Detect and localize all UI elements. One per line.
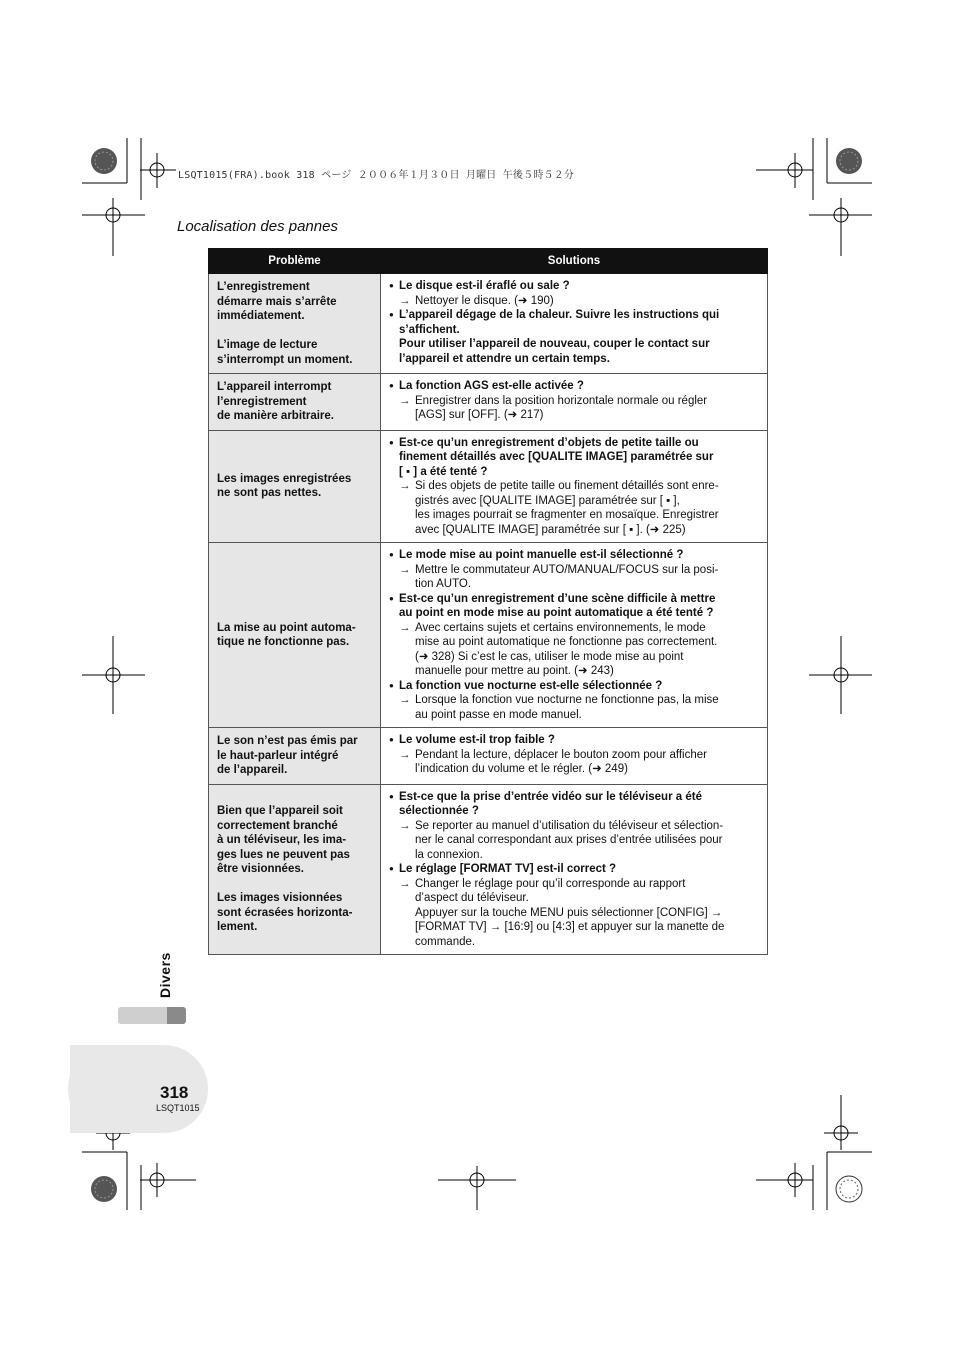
arrow-icon: → [399,563,411,576]
header-problem: Problème [209,249,381,274]
solution-answer-continued [389,708,761,723]
solution-answer [389,748,761,763]
answer-text: au point passe en mode manuel. [415,708,582,721]
solution-answer-continued [389,508,761,523]
answer-text: [AGS] sur [OFF]. (➜ 217) [415,409,544,421]
arrow-icon: → [399,394,411,407]
question-text: [ ▪ ] a été tenté ? [399,465,488,478]
answer-text: Si des objets de petite taille ou finement détaillés sont enre- [415,480,719,492]
solution-cell [381,274,768,374]
answer-text: Mettre le commutateur AUTO/MANUAL/FOCUS sur la posi- [415,563,719,576]
answer-text: les images pourrait se fragmenter en mosaïque. Enregistrer [415,509,719,521]
solution-answer-continued [389,577,761,592]
arrow-icon: → [399,621,411,634]
solution-cell [381,728,768,785]
problem-cell [209,274,381,374]
bullet-icon: ● [389,791,394,801]
answer-text: Appuyer sur la touche MENU puis sélectionner [CONFIG] → [415,906,723,919]
problem-line: immédiatement. [217,310,305,322]
answer-text: avec [QUALITE IMAGE] paramétrée sur [ ▪ ]. (➜ 225) [415,523,686,536]
problem-line [217,877,372,892]
question-text: Est-ce qu’un enregistrement d’une scène difficile à mettre [399,592,716,605]
table-row [209,543,768,728]
bullet-icon: ● [389,864,394,873]
answer-text: d’aspect du téléviseur. [415,892,529,904]
problem-line: correctement branché [217,819,338,832]
solution-question [389,379,761,394]
problem-line: lement. [217,921,258,933]
question-text: La fonction vue nocturne est-elle sélectionnée ? [399,679,663,692]
solution-cell [381,784,768,955]
solution-question [389,733,761,748]
problem-line: L’enregistrement [217,281,310,293]
question-text: Est-ce qu’un enregistrement d’objets de petite taille ou [399,436,699,449]
page-number: 318 [160,1083,189,1102]
answer-text: [FORMAT TV] → [16:9] ou [4:3] et appuyer sur la manette de [415,921,725,933]
solution-answer-continued [389,408,761,423]
problem-line: Bien que l’appareil soit [217,805,343,817]
solution-answer-continued [389,523,761,538]
solution-answer [389,819,761,834]
table-body [209,274,768,955]
arrow-icon: → [399,748,411,761]
problem-cell [209,728,381,785]
problem-line: La mise au point automa- [217,621,356,634]
arrow-icon: → [399,294,411,307]
table-row [209,374,768,431]
solution-answer [389,563,761,578]
section-tab [118,1007,170,1024]
question-text: L’appareil dégage de la chaleur. Suivre les instructions qui [399,309,720,321]
answer-text: commande. [415,935,476,948]
problem-cell [209,374,381,431]
solution-answer-continued [389,494,761,509]
question-text: Le réglage [FORMAT TV] est-il correct ? [399,863,617,875]
solution-question [389,679,761,694]
solution-answer-continued [389,891,761,906]
troubleshooting-table [208,248,768,955]
question-text: Le mode mise au point manuelle est-il sélectionné ? [399,549,684,561]
answer-text: (➜ 328) Si c’est le cas, utiliser le mode mise au point [415,650,684,663]
solution-question [389,548,761,563]
table-row [209,430,768,543]
solution-answer [389,621,761,636]
problem-line: Le son n’est pas émis par [217,735,358,747]
answer-text: Pendant la lecture, déplacer le bouton zoom pour afficher [415,748,707,761]
question-text: Est-ce que la prise d’entrée vidéo sur le téléviseur a été [399,790,702,803]
table-row [209,274,768,374]
solution-question [389,279,761,294]
problem-line: démarre mais s’arrête [217,295,337,308]
problem-line: Les images enregistrées [217,472,352,485]
question-text: au point en mode mise au point automatique a été tenté ? [399,607,714,619]
question-text: Pour utiliser l’appareil de nouveau, couper le contact sur [399,338,710,350]
problem-cell [209,784,381,955]
problem-line: de manière arbitraire. [217,410,334,422]
table-row [209,784,768,955]
solution-question-continued [389,804,761,819]
solution-answer-continued [389,848,761,863]
print-header: LSQT1015(FRA).book 318 ページ ２００６年１月３０日 月曜日 午後５時５２分 [178,170,575,181]
arrow-icon: → [399,694,411,706]
table-header-row [209,249,768,274]
problem-line: s’interrompt un moment. [217,353,353,366]
problem-line: ne sont pas nettes. [217,487,322,500]
table-row [209,728,768,785]
section-tab-marker [167,1007,186,1024]
question-text: Le volume est-il trop faible ? [399,734,555,746]
solution-question-continued [389,323,761,338]
solution-answer [389,479,761,494]
solution-answer [389,877,761,892]
arrow-icon: → [399,877,411,890]
solution-question [389,308,761,323]
solution-answer-continued [389,906,761,921]
arrow-icon: → [399,819,411,832]
answer-text: manuelle pour mettre au point. (➜ 243) [415,665,614,677]
problem-line: l’enregistrement [217,395,307,408]
solution-cell [381,374,768,431]
solution-answer [389,394,761,409]
solution-question [389,790,761,805]
page-code: LSQT1015 [156,1103,200,1113]
solution-cell [381,543,768,728]
problem-line [217,324,372,339]
problem-cell [209,543,381,728]
question-text: l’appareil et attendre un certain temps. [399,352,610,365]
problem-line: être visionnées. [217,863,304,875]
solution-answer [389,294,761,309]
answer-text: Avec certains sujets et certains environnements, le mode [415,621,706,634]
solution-answer-continued [389,833,761,848]
solution-question [389,592,761,607]
bullet-icon: ● [389,437,394,447]
bullet-icon: ● [389,593,394,603]
solution-answer-continued [389,762,761,777]
question-text: sélectionnée ? [399,805,479,817]
problem-line: Les images visionnées [217,892,343,904]
answer-text: ner le canal correspondant aux prises d’entrée utilisées pour [415,834,723,846]
bullet-icon: ● [389,735,394,744]
solution-question-continued [389,450,761,465]
bullet-icon: ● [389,381,394,390]
section-title: Localisation des pannes [177,218,338,235]
problem-line: de l’appareil. [217,764,288,776]
problem-line: le haut-parleur intégré [217,749,339,762]
solution-answer-continued [389,635,761,650]
solution-answer [389,693,761,708]
solution-answer-continued [389,920,761,935]
answer-text: Se reporter au manuel d’utilisation du téléviseur et sélection- [415,819,724,832]
question-text: Le disque est-il éraflé ou sale ? [399,280,570,292]
answer-text: la connexion. [415,848,483,861]
bullet-icon: ● [389,550,394,559]
bullet-icon: ● [389,310,394,319]
problem-line: sont écrasées horizonta- [217,906,353,919]
side-label: Divers [157,952,173,998]
problem-line: L’appareil interrompt [217,381,332,393]
bullet-icon: ● [389,680,394,690]
answer-text: gistrés avec [QUALITE IMAGE] paramétrée sur [ ▪ ], [415,494,680,507]
answer-text: mise au point automatique ne fonctionne pas correctement. [415,636,718,648]
solution-answer-continued [389,664,761,679]
problem-line: à un téléviseur, les ima- [217,834,347,846]
solution-question [389,862,761,877]
answer-text: l’indication du volume et le régler. (➜ 249) [415,763,628,775]
answer-text: tion AUTO. [415,578,472,590]
answer-text: Changer le réglage pour qu’il corresponde au rapport [415,877,686,890]
solution-question-continued [389,606,761,621]
problem-line: ges lues ne peuvent pas [217,848,350,861]
problem-cell [209,430,381,543]
bullet-icon: ● [389,281,394,290]
solution-question-continued [389,352,761,367]
problem-line: L’image de lecture [217,339,318,351]
question-text: finement détaillés avec [QUALITE IMAGE] paramétrée sur [399,451,714,463]
answer-text: Lorsque la fonction vue nocturne ne fonctionne pas, la mise [415,694,719,706]
header-solutions: Solutions [381,249,768,274]
solution-question [389,436,761,451]
question-text: s’affichent. [399,323,460,336]
arrow-icon: → [399,480,411,492]
problem-line: tique ne fonctionne pas. [217,636,350,648]
solution-question-continued [389,465,761,480]
solution-answer-continued [389,935,761,950]
solution-answer-continued [389,650,761,665]
question-text: La fonction AGS est-elle activée ? [399,380,584,392]
answer-text: Nettoyer le disque. (➜ 190) [415,294,554,307]
answer-text: Enregistrer dans la position horizontale normale ou régler [415,394,708,407]
solution-question-continued [389,337,761,352]
solution-cell [381,430,768,543]
